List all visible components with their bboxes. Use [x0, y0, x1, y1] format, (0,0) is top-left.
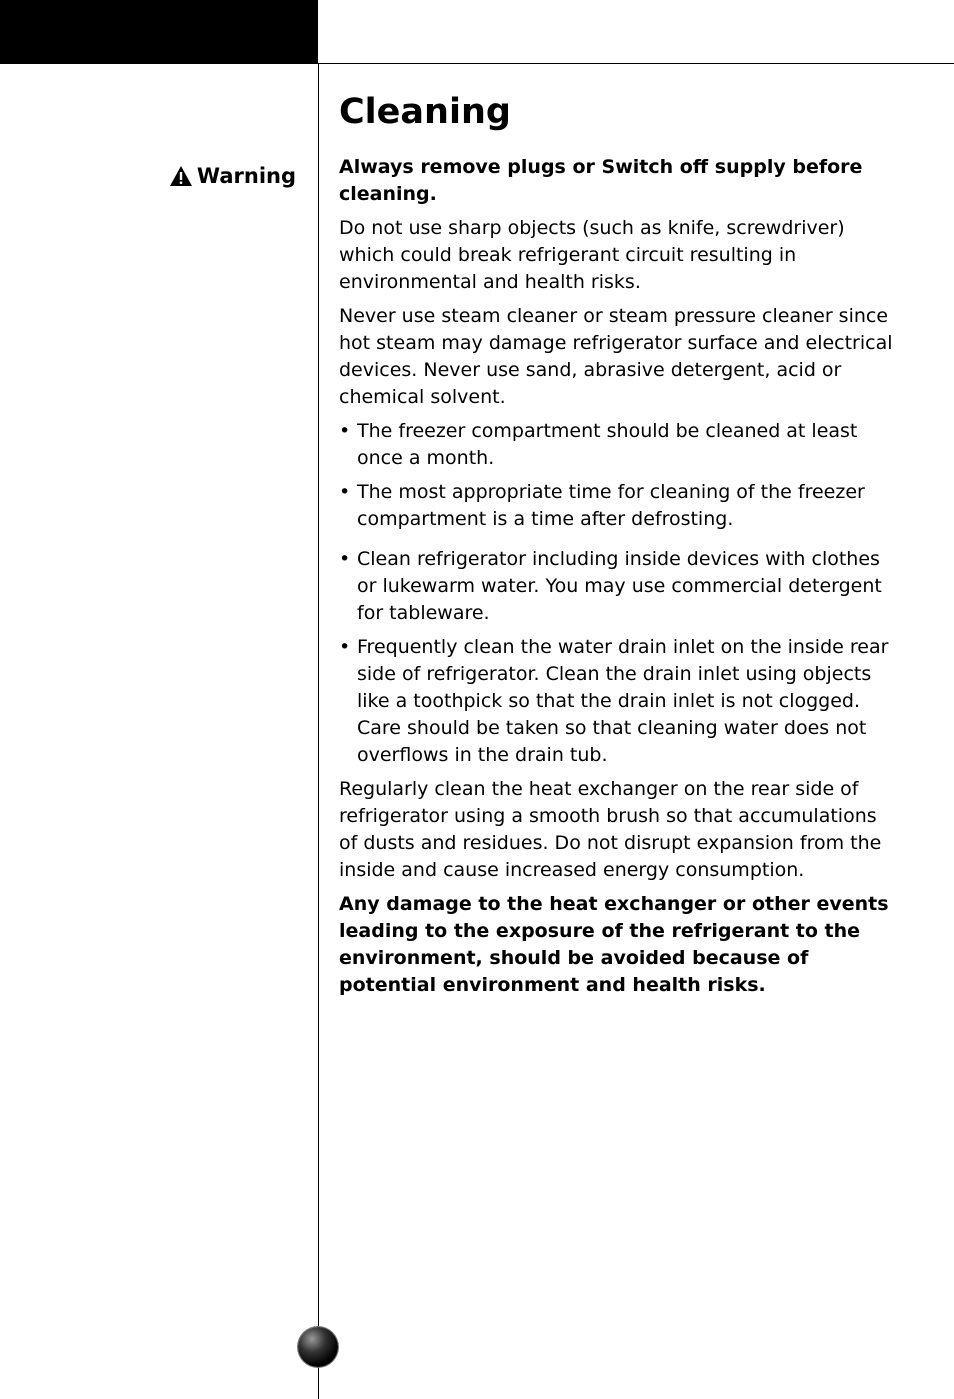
list-item: • Clean refrigerator including inside devices with clothes or lukewarm water. You may use commercial detergent for tableware.: [339, 546, 899, 627]
paragraph-damage-warning: Any damage to the heat exchanger or other events leading to the exposure of the refrigerant to the environment, should be avoided because of potential environment and health risks.: [339, 893, 889, 996]
warning-triangle-icon: [169, 165, 193, 187]
warning-label: [169, 164, 296, 188]
main-content: [339, 90, 899, 1006]
lead-paragraph: Always remove plugs or Switch off supply before cleaning.: [339, 156, 863, 205]
header-title: Care and Maintenance: [689, 28, 932, 61]
paragraph-heat-exchanger: Regularly clean the heat exchanger on the rear side of refrigerator using a smooth brush so that accumulations of dusts and residues. Do not disrupt expansion from the inside and cause increased energy consumption.: [339, 778, 882, 881]
paragraph-sharp-objects: Do not use sharp objects (such as knife, screwdriver) which could break refrigerant circuit resulting in environmental and health risks.: [339, 217, 845, 293]
header-bar: [0, 0, 318, 64]
page-title: Cleaning: [339, 92, 511, 132]
page-marker-ball: [298, 1327, 338, 1367]
warning-text: Warning: [196, 164, 296, 188]
list-item: • Frequently clean the water drain inlet on the inside rear side of refrigerator. Clean the drain inlet using objects like a toothpick so that the drain inlet is not clogged. Care should be taken so that cleaning water does not overflows in the drain tub.: [339, 634, 899, 769]
paragraph-steam-cleaner: Never use steam cleaner or steam pressure cleaner since hot steam may damage refrigerator surface and electrical devices. Never use sand, abrasive detergent, acid or chemical solvent.: [339, 305, 893, 408]
list-item: • The most appropriate time for cleaning of the freezer compartment is a time after defrosting.: [339, 479, 899, 533]
vertical-rule: [318, 64, 319, 1399]
list-item: • The freezer compartment should be cleaned at least once a month.: [339, 418, 899, 472]
header-rule: [318, 63, 954, 64]
